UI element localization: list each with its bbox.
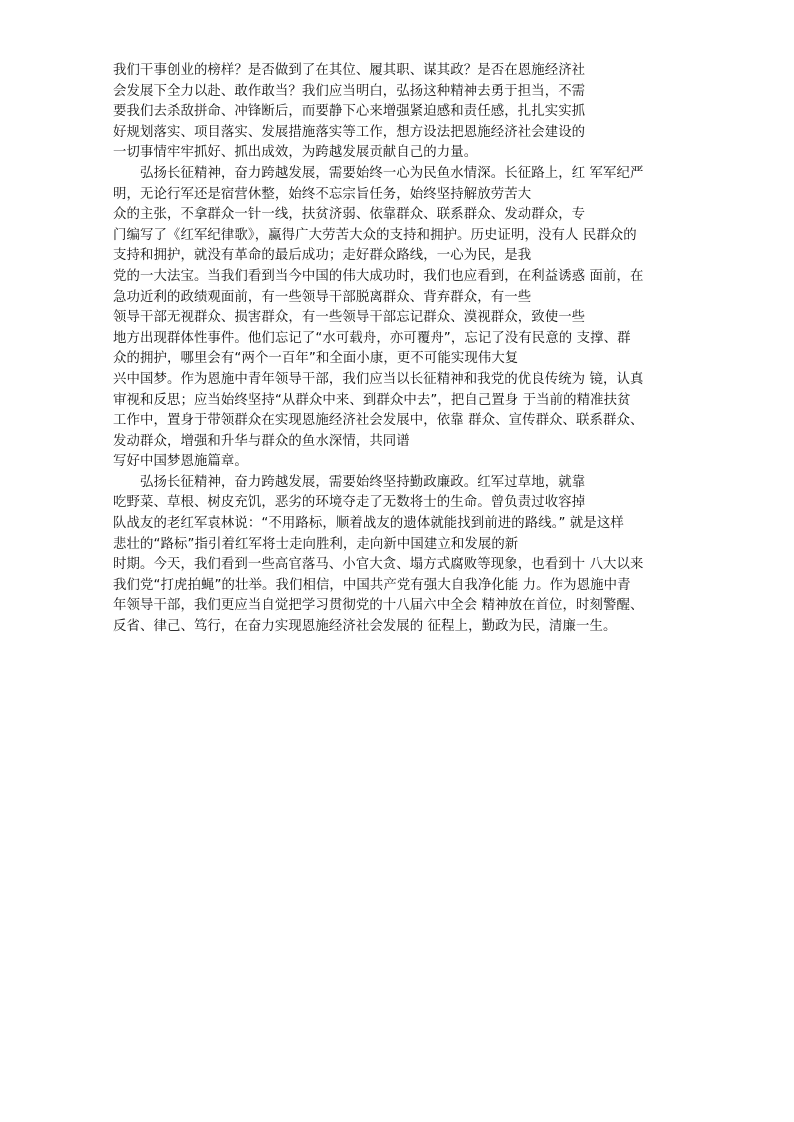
text-line: 一切事情牢牢抓好、抓出成效，为跨越发展贡献自己的力量。	[113, 145, 478, 161]
text-line: 党的一大法宝。当我们看到当今中国的伟大成功时，我们也应看到，在利益诱惑 面前，在	[113, 268, 644, 284]
text-line: 地方出现群体性事件。他们忘记了“水可载舟，亦可覆舟”，忘记了没有民意的 支撑、群	[113, 330, 631, 346]
text-line: 好规划落实、项目落实、发展措施落实等工作，想方设法把恩施经济社会建设的	[113, 124, 586, 140]
text-line: 要我们去杀敌拼命、冲锋断后，而要静下心来增强紧迫感和责任感，扎扎实实抓	[113, 104, 586, 120]
text-line: 审视和反思；应当始终坚持“从群众中来、到群众中去”，把自己置身 于当前的精准扶贫	[113, 392, 631, 408]
text-line: 会发展下全力以赴、敢作敢当？我们应当明白，弘扬这种精神去勇于担当，不需	[113, 83, 586, 99]
text-line: 我们干事创业的榜样？是否做到了在其位、履其职、谋其政？是否在恩施经济社	[113, 63, 586, 78]
text-line: 时期。今天，我们看到一些高官落马、小官大贪、塌方式腐败等现象，也看到十 八大以来	[113, 557, 644, 573]
text-line: 领导干部无视群众、损害群众，有一些领导干部忘记群众、漠视群众，致使一些	[113, 310, 586, 326]
text-line: 队战友的老红军袁林说：“不用路标，顺着战友的遗体就能找到前进的路线。” 就是这样	[113, 516, 624, 532]
paragraph-first-line: 弘扬长征精神，奋力跨越发展，需要始终坚持勤政廉政。红军过草地，就靠	[140, 474, 586, 490]
text-line: 明，无论行军还是宿营休整，始终不忘宗旨任务，始终坚持解放劳苦大	[113, 186, 532, 202]
paragraph-first-line: 弘扬长征精神，奋力跨越发展，需要始终一心为民鱼水情深。长征路上，红 军军纪严	[140, 165, 644, 181]
text-line: 我们党“打虎拍蝇”的壮举。我们相信，中国共产党有强大自我净化能 力。作为恩施中青	[113, 577, 631, 593]
text-line: 急功近利的政绩观面前，有一些领导干部脱离群众、背弃群众，有一些	[113, 289, 532, 305]
body-text	[113, 61, 693, 638]
text-line: 年领导干部，我们更应当自觉把学习贯彻党的十八届六中全会 精神放在首位，时刻警醒、	[113, 598, 644, 614]
text-line: 吃野菜、草根、树皮充饥，恶劣的环境夺走了无数将士的生命。曾负责过收容掉	[113, 495, 586, 511]
text-line: 支持和拥护，就没有革命的最后成功；走好群众路线，一心为民，是我	[113, 248, 532, 264]
text-line: 众的拥护，哪里会有“两个一百年”和全面小康，更不可能实现伟大复	[113, 351, 519, 367]
text-line: 众的主张，不拿群众一针一线，扶贫济弱、依靠群众、联系群众、发动群众，专	[113, 207, 586, 223]
text-line: 兴中国梦。作为恩施中青年领导干部，我们应当以长征精神和我党的优良传统为 镜，认真	[113, 371, 644, 387]
text-line: 反省、律己、笃行，在奋力实现恩施经济社会发展的 征程上，勤政为民，清廉一生。	[113, 619, 617, 635]
text-line: 写好中国梦恩施篇章。	[113, 454, 248, 470]
text-line: 发动群众，增强和升华与群众的鱼水深情，共同谱	[113, 433, 410, 449]
text-line: 门编写了《红军纪律歌》，赢得广大劳苦大众的支持和拥护。历史证明，没有人 民群众的	[113, 227, 637, 243]
text-line: 悲壮的“路标”指引着红军将士走向胜利，走向新中国建立和发展的新	[113, 536, 519, 552]
text-line: 工作中，置身于带领群众在实现恩施经济社会发展中，依靠 群众、宣传群众、联系群众、	[113, 413, 644, 429]
